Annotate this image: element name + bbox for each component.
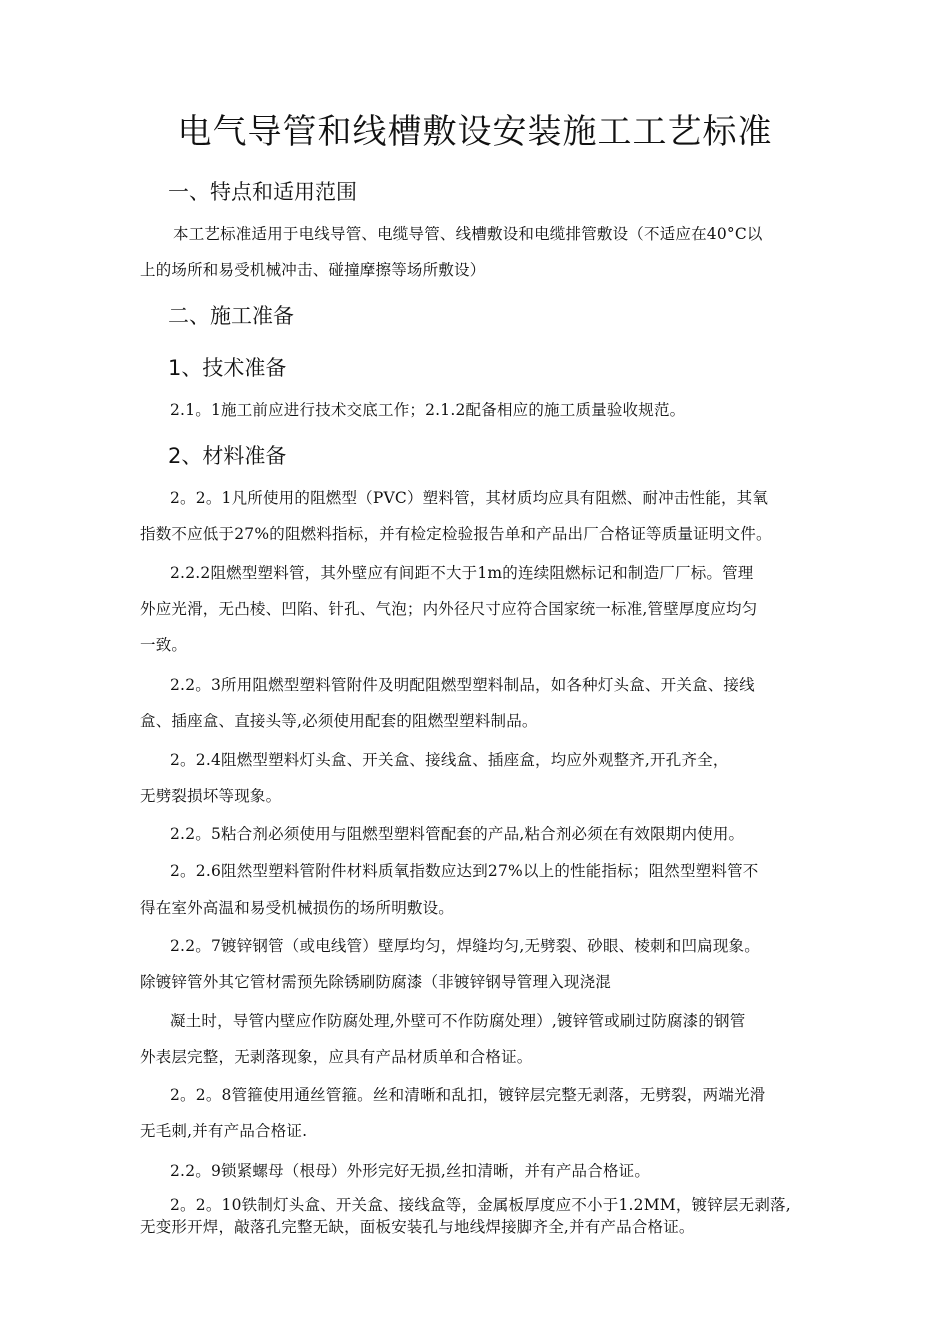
paragraph-line: 2.2。7镀锌钢管（或电线管）壁厚均匀，焊缝均匀,无劈裂、砂眼、棱刺和凹扁现象。	[170, 937, 760, 955]
paragraph-line: 得在室外高温和易受机械损伤的场所明敷设。	[140, 899, 455, 917]
paragraph-line: 2.2。9锁紧螺母（根母）外形完好无损,丝扣清晰，并有产品合格证。	[170, 1162, 651, 1180]
document-title: 电气导管和线槽敷设安装施工工艺标准	[177, 112, 773, 152]
paragraph-line: 2.2.2阻燃型塑料管，其外壁应有间距不大于1m的连续阻燃标记和制造厂厂标。管理	[170, 564, 754, 582]
paragraph-line: 本工艺标准适用于电线导管、电缆导管、线槽敷设和电缆排管敷设（不适应在40°C以	[173, 225, 763, 243]
section-heading-2: 二、施工准备	[168, 304, 294, 328]
paragraph-line: 盒、插座盒、直接头等,必须使用配套的阻燃型塑料制品。	[140, 712, 538, 730]
subsection-heading-material: 2、材料准备	[168, 444, 287, 468]
paragraph-line: 上的场所和易受机械冲击、碰撞摩擦等场所敷设）	[140, 261, 486, 279]
paragraph-line: 凝土时，导管内壁应作防腐处理,外壁可不作防腐处理）,镀锌管或刷过防腐漆的钢管	[170, 1012, 746, 1030]
paragraph-line: 2.2。3所用阻燃型塑料管附件及明配阻燃型塑料制品，如各种灯头盒、开关盒、接线	[170, 676, 755, 694]
paragraph-line: 2。2。1凡所使用的阻燃型（PVC）塑料管，其材质均应具有阻燃、耐冲击性能，其氧	[170, 489, 769, 507]
paragraph-line: 2.1。1施工前应进行技术交底工作；2.1.2配备相应的施工质量验收规范。	[170, 401, 686, 419]
paragraph-line: 2。2。10铁制灯头盒、开关盒、接线盒等，金属板厚度应不小于1.2MM，镀锌层无剥落,	[170, 1196, 791, 1214]
section-heading-1: 一、特点和适用范围	[168, 180, 357, 204]
subsection-heading-tech: 1、技术准备	[168, 356, 287, 380]
paragraph-line: 无毛刺,并有产品合格证.	[140, 1122, 308, 1140]
paragraph-line: 无变形开焊，敲落孔完整无缺，面板安装孔与地线焊接脚齐全,并有产品合格证。	[140, 1218, 695, 1236]
paragraph-line: 指数不应低于27%的阻燃料指标，并有检定检验报告单和产品出厂合格证等质量证明文件。	[140, 525, 772, 543]
paragraph-line: 一致。	[140, 636, 188, 654]
paragraph-line: 除镀锌管外其它管材需预先除锈刷防腐漆（非镀锌钢导管理入现浇混	[140, 973, 612, 991]
paragraph-line: 2。2.4阻燃型塑料灯头盒、开关盒、接线盒、插座盒，均应外观整齐,开孔齐全，	[170, 751, 729, 769]
paragraph-line: 2.2。5粘合剂必须使用与阻燃型塑料管配套的产品,粘合剂必须在有效限期内使用。	[170, 825, 745, 843]
paragraph-line: 无劈裂损坏等现象。	[140, 787, 282, 805]
paragraph-line: 外表层完整，无剥落现象，应具有产品材质单和合格证。	[140, 1048, 533, 1066]
paragraph-line: 2。2。8管箍使用通丝管箍。丝和清晰和乱扣，镀锌层完整无剥落，无劈裂，两端光滑	[170, 1086, 766, 1104]
paragraph-line: 外应光滑，无凸棱、凹陷、针孔、气泡；内外径尺寸应符合国家统一标准,管壁厚度应均匀	[140, 600, 758, 618]
paragraph-line: 2。2.6阻然型塑料管附件材料质氧指数应达到27%以上的性能指标；阻然型塑料管不	[170, 862, 759, 880]
